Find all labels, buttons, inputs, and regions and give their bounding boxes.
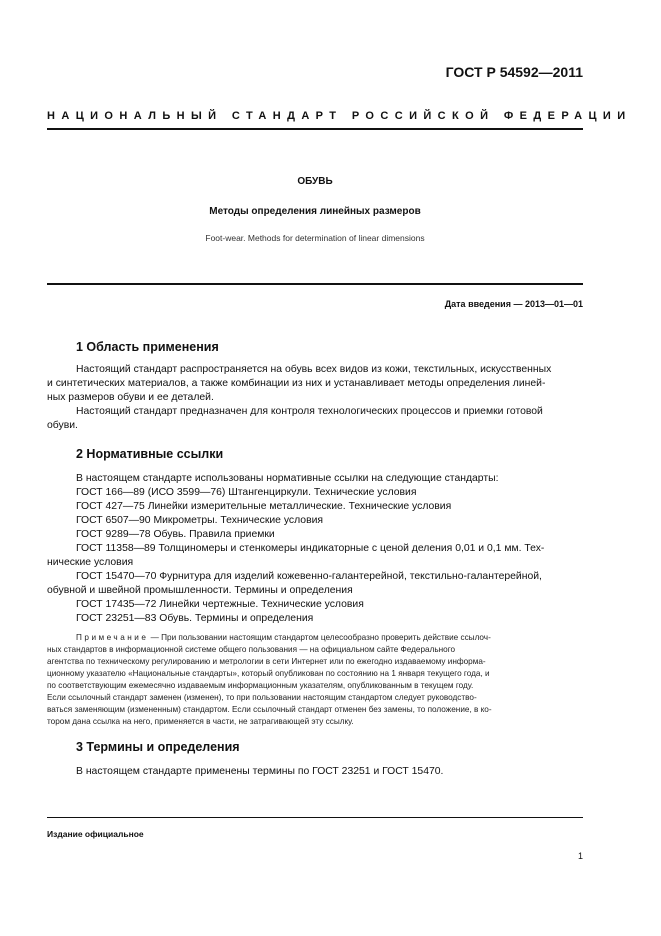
footer-rule bbox=[47, 817, 583, 818]
document-title: ОБУВЬ bbox=[297, 176, 333, 187]
section-3-heading: 3 Термины и определения bbox=[76, 740, 240, 754]
section-2-intro: В настоящем стандарте использованы нормативные ссылки на следующие стандарты: bbox=[76, 473, 499, 484]
section-2-heading: 2 Нормативные ссылки bbox=[76, 447, 224, 461]
note-line: ных стандартов в информационной системе общего пользования — на официальном сайте Федерального bbox=[47, 645, 456, 654]
note-line: тором дана ссылка на него, применяется в части, не затрагивающей эту ссылку. bbox=[47, 717, 354, 726]
section-1-line: обуви. bbox=[47, 420, 78, 431]
national-standard-banner: НАЦИОНАЛЬНЫЙ СТАНДАРТ РОССИЙСКОЙ ФЕДЕРАЦИИ bbox=[47, 110, 632, 122]
note-line: ваться заменяющим (измененным) стандартом. Если ссылочный стандарт отменен без замены, то положение, в ко- bbox=[47, 705, 492, 714]
reference-item: ГОСТ 166—89 (ИСО 3599—76) Штангенциркули. Технические условия bbox=[76, 487, 417, 498]
document-subtitle: Методы определения линейных размеров bbox=[209, 206, 421, 217]
section-3-text: В настоящем стандарте применены термины по ГОСТ 23251 и ГОСТ 15470. bbox=[76, 766, 444, 777]
english-title: Foot-wear. Methods for determination of linear dimensions bbox=[205, 233, 425, 243]
section-1-line: Настоящий стандарт распространяется на обувь всех видов из кожи, текстильных, искусственных bbox=[76, 364, 552, 375]
note-text: — При пользовании настоящим стандартом целесообразно проверить действие ссылоч- bbox=[150, 633, 491, 642]
section-1-line: и синтетических материалов, а также комбинации из них и устанавливает методы определения линей- bbox=[47, 378, 546, 389]
section-1-line: ных размеров обуви и ее деталей. bbox=[47, 392, 214, 403]
reference-item: ГОСТ 23251—83 Обувь. Термины и определения bbox=[76, 613, 314, 624]
reference-item: нические условия bbox=[47, 557, 134, 568]
reference-item: ГОСТ 9289—78 Обувь. Правила приемки bbox=[76, 529, 275, 540]
note-line: ционному указателю «Национальные стандарты», который опубликован по состоянию на 1 января текущего года, и bbox=[47, 669, 490, 678]
section-1-line: Настоящий стандарт предназначен для контроля технологических процессов и приемки готовой bbox=[76, 406, 543, 417]
reference-item: ГОСТ 15470—70 Фурнитура для изделий кожевенно-галантерейной, текстильно-галантерейной, bbox=[76, 571, 542, 582]
edition-label: Издание официальное bbox=[47, 829, 144, 839]
reference-item: ГОСТ 11358—89 Толщиномеры и стенкомеры индикаторные с ценой деления 0,01 и 0,1 мм. Тех- bbox=[76, 543, 545, 554]
title-rule bbox=[47, 283, 583, 285]
document-code: ГОСТ Р 54592—2011 bbox=[445, 64, 583, 80]
introduction-date: Дата введения — 2013—01—01 bbox=[444, 299, 583, 309]
note-line: по соответствующим ежемесячно издаваемым информационным указателям, опубликованным в текущем году. bbox=[47, 681, 474, 690]
reference-item: ГОСТ 427—75 Линейки измерительные металлические. Технические условия bbox=[76, 501, 452, 512]
note-line: агентства по техническому регулированию и метрологии в сети Интернет или по ежегодно издаваемому информа- bbox=[47, 657, 486, 666]
note-line: Если ссылочный стандарт заменен (изменен), то при пользовании настоящим стандартом следует руководство- bbox=[47, 693, 477, 702]
page-number: 1 bbox=[577, 851, 583, 861]
reference-item: ГОСТ 6507—90 Микрометры. Технические условия bbox=[76, 515, 324, 526]
note-line bbox=[76, 632, 583, 644]
reference-item: обувной и швейной промышленности. Термины и определения bbox=[47, 585, 353, 596]
header-rule bbox=[47, 128, 583, 130]
section-1-heading: 1 Область применения bbox=[76, 340, 219, 354]
reference-item: ГОСТ 17435—72 Линейки чертежные. Технические условия bbox=[76, 599, 364, 610]
note-label: Примечание bbox=[76, 633, 149, 642]
